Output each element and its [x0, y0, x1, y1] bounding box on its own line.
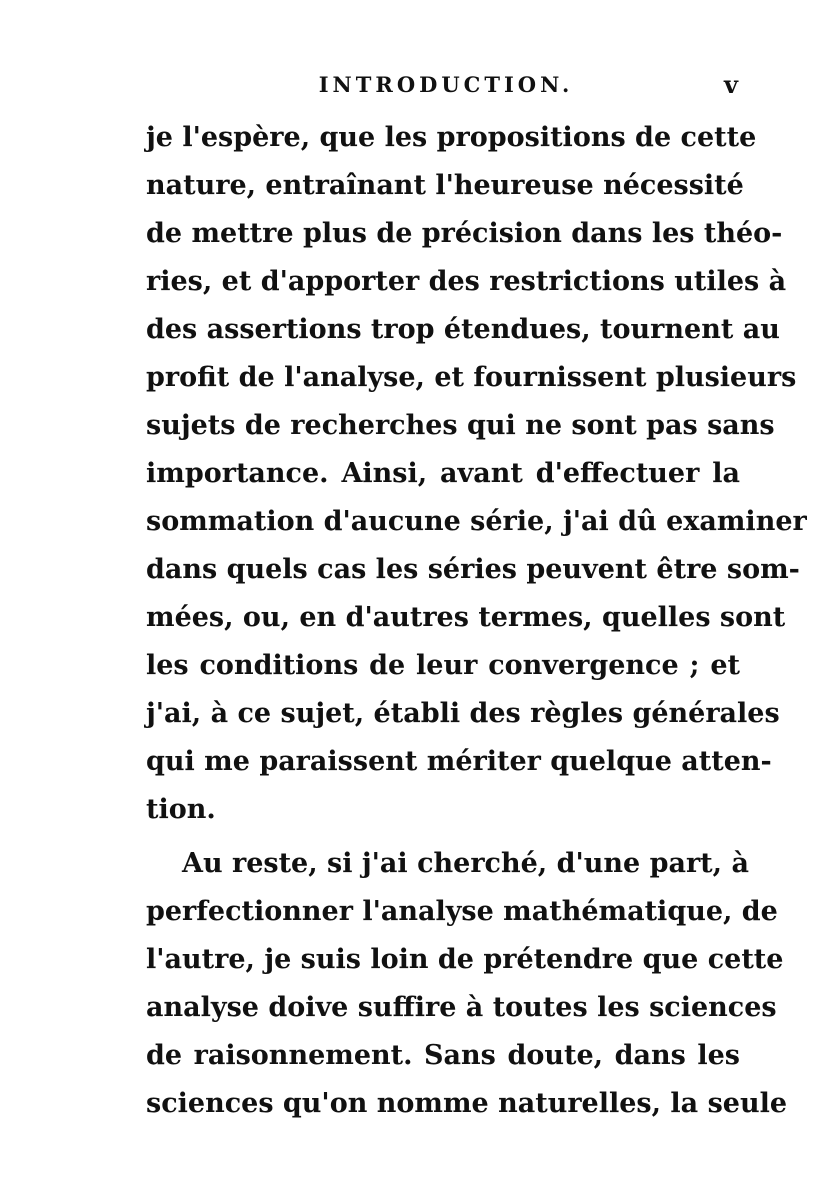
text-line: je l'espère, que les propositions de cette [146, 122, 757, 153]
text-line: les conditions de leur convergence ; et [146, 650, 740, 681]
text-line: de mettre plus de précision dans les théo- [146, 218, 783, 249]
text-line: mées, ou, en d'autres termes, quelles sont [146, 602, 786, 633]
paragraph-1 [146, 114, 807, 834]
running-title: INTRODUCTION. [318, 72, 574, 97]
text-line: analyse doive suffire à toutes les sciences [146, 992, 777, 1023]
text-line: j'ai, à ce sujet, établi des règles générales [146, 698, 780, 729]
text-line: sciences qu'on nomme naturelles, la seule [146, 1088, 788, 1119]
body-text [146, 114, 807, 1128]
text-line: des assertions trop étendues, tournent au [146, 314, 780, 345]
text-line: dans quels cas les séries peuvent être som- [146, 554, 800, 585]
text-line: nature, entraînant l'heureuse nécessité [146, 170, 744, 201]
text-line: sujets de recherches qui ne sont pas sans [146, 410, 775, 441]
page-number: v [724, 70, 738, 99]
text-line: importance. Ainsi, avant d'effectuer la [146, 458, 740, 489]
text-line: ries, et d'apporter des restrictions utiles à [146, 266, 787, 297]
running-head [146, 72, 738, 106]
text-line: sommation d'aucune série, j'ai dû examiner [146, 506, 807, 537]
text-line: perfectionner l'analyse mathématique, de [146, 896, 778, 927]
paragraph-2 [146, 840, 788, 1128]
text-line: de raisonnement. Sans doute, dans les [146, 1040, 740, 1071]
text-line: l'autre, je suis loin de prétendre que cette [146, 944, 784, 975]
text-line: qui me paraissent mériter quelque atten- [146, 746, 772, 777]
text-line: tion. [146, 794, 216, 825]
text-line: profit de l'analyse, et fournissent plusieurs [146, 362, 797, 393]
text-line: Au reste, si j'ai cherché, d'une part, à [182, 848, 749, 879]
